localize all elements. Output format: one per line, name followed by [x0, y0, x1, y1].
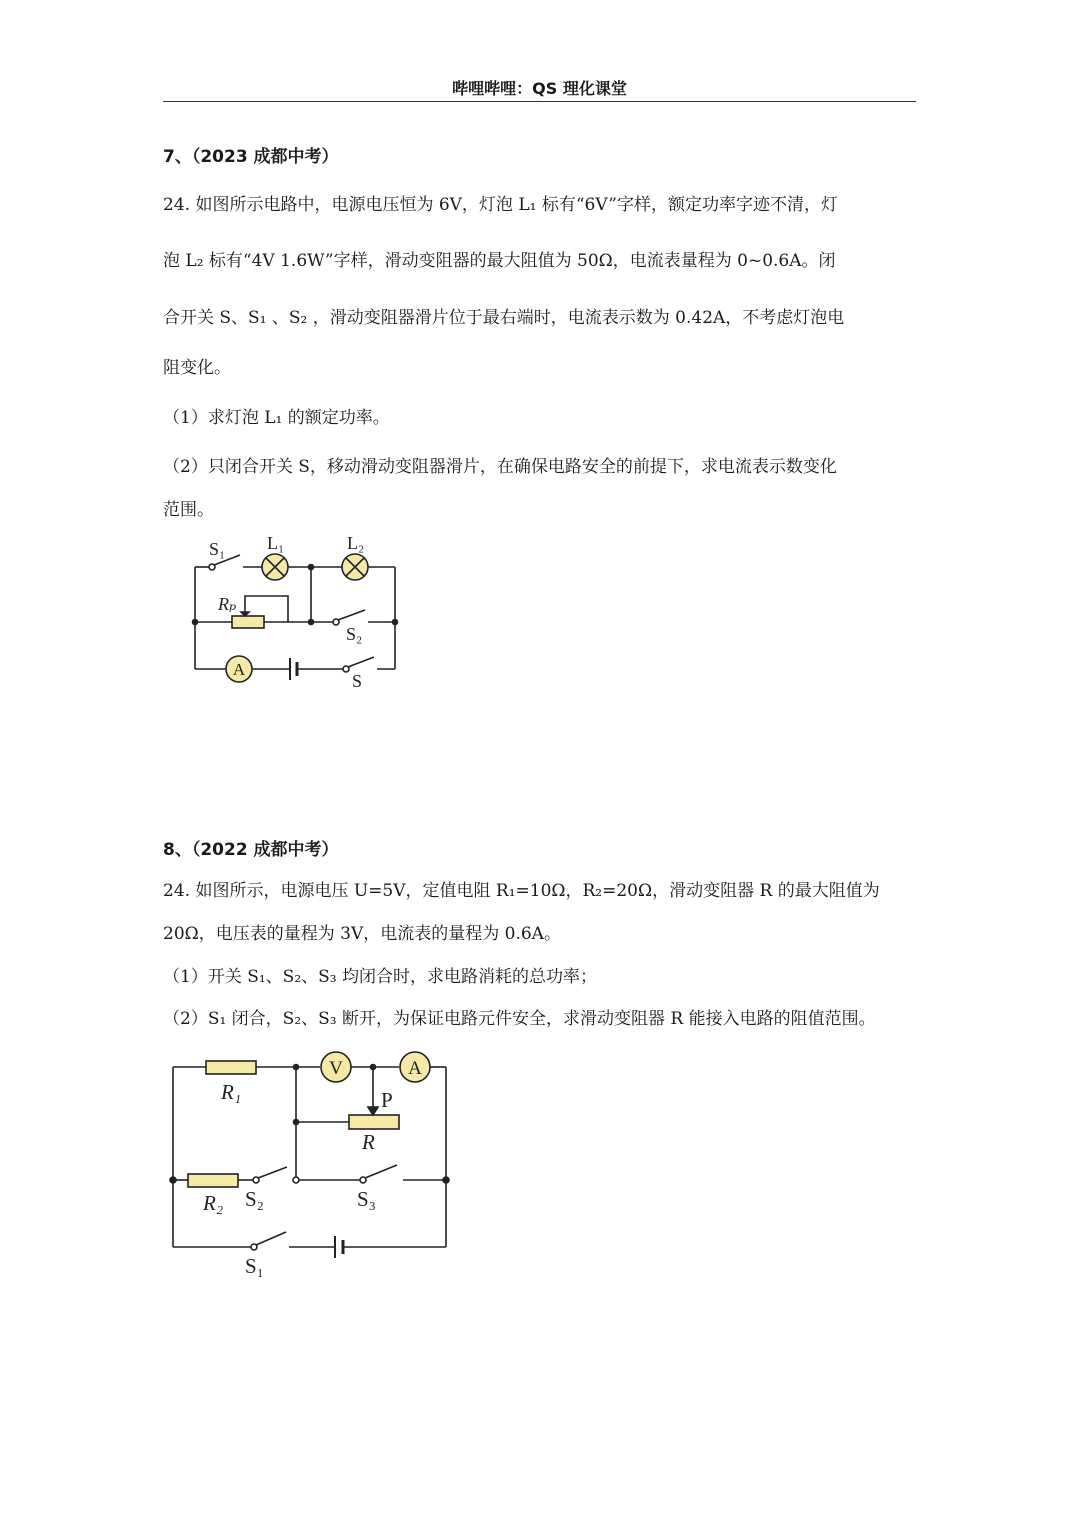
label-r1: R₁ — [221, 1080, 242, 1104]
lamp-l1-symbol — [262, 554, 288, 580]
q7-line-4: 阻变化。 — [163, 358, 231, 378]
q8-circuit-diagram — [163, 1045, 463, 1285]
q8-line-2: 20Ω，电压表的量程为 3V，电流表的量程为 0.6A。 — [163, 924, 561, 944]
resistor-r1-symbol — [206, 1061, 256, 1074]
q7-line-1: 24. 如图所示电路中，电源电压恒为 6V，灯泡 L₁ 标有“6V”字样，额定功率字迹不清，灯 — [163, 195, 838, 215]
label-r2: R₂ — [203, 1191, 224, 1215]
label-s: S — [352, 671, 363, 691]
q7-circuit-diagram — [185, 528, 415, 698]
q7-line-3: 合开关 S、S₁ 、S₂ ，滑动变阻器滑片位于最右端时，电流表示数为 0.42A，不考虑灯泡电 — [163, 308, 845, 328]
label-ammeter: A — [408, 1058, 422, 1079]
q7-line-2: 泡 L₂ 标有“4V 1.6W”字样，滑动变阻器的最大阻值为 50Ω，电流表量程为 0~0.6A。闭 — [163, 251, 836, 271]
q8-heading: 8、（2022 成都中考） — [163, 840, 339, 860]
q8-line-1: 24. 如图所示，电源电压 U=5V，定值电阻 R₁=10Ω，R₂=20Ω，滑动变阻器 R 的最大阻值为 — [163, 881, 880, 901]
label-s3: S₃ — [357, 1187, 377, 1211]
q7-part-1: （1）求灯泡 L₁ 的额定功率。 — [163, 408, 390, 428]
label-p: P — [381, 1088, 393, 1112]
q8-part-2: （2）S₁ 闭合，S₂、S₃ 断开，为保证电路元件安全，求滑动变阻器 R 能接入电路的阻值范围。 — [163, 1009, 876, 1029]
label-l1: L₁ — [267, 533, 285, 553]
rheostat-r-symbol — [349, 1115, 399, 1129]
label-s1: S₁ — [209, 539, 226, 559]
q7-line-7: 范围。 — [163, 500, 214, 520]
resistor-r2-symbol — [188, 1174, 238, 1187]
label-rp: Rₚ — [218, 594, 237, 614]
lamp-l2-symbol — [342, 554, 368, 580]
label-voltmeter: V — [329, 1058, 343, 1079]
label-s2: S₂ — [245, 1187, 265, 1211]
label-l2: L₂ — [347, 533, 365, 553]
label-s2: S₂ — [346, 624, 363, 644]
header-divider — [163, 101, 916, 102]
q8-part-1: （1）开关 S₁、S₂、S₃ 均闭合时，求电路消耗的总功率； — [163, 967, 598, 987]
q7-heading: 7、（2023 成都中考） — [163, 147, 339, 167]
label-s1: S₁ — [245, 1254, 265, 1278]
page-header: 哔哩哔哩：QS 理化课堂 — [452, 79, 627, 98]
label-ammeter: A — [232, 660, 246, 679]
q7-part-2: （2）只闭合开关 S，移动滑动变阻器滑片，在确保电路安全的前提下，求电流表示数变化 — [163, 457, 837, 477]
label-r: R — [362, 1130, 375, 1154]
